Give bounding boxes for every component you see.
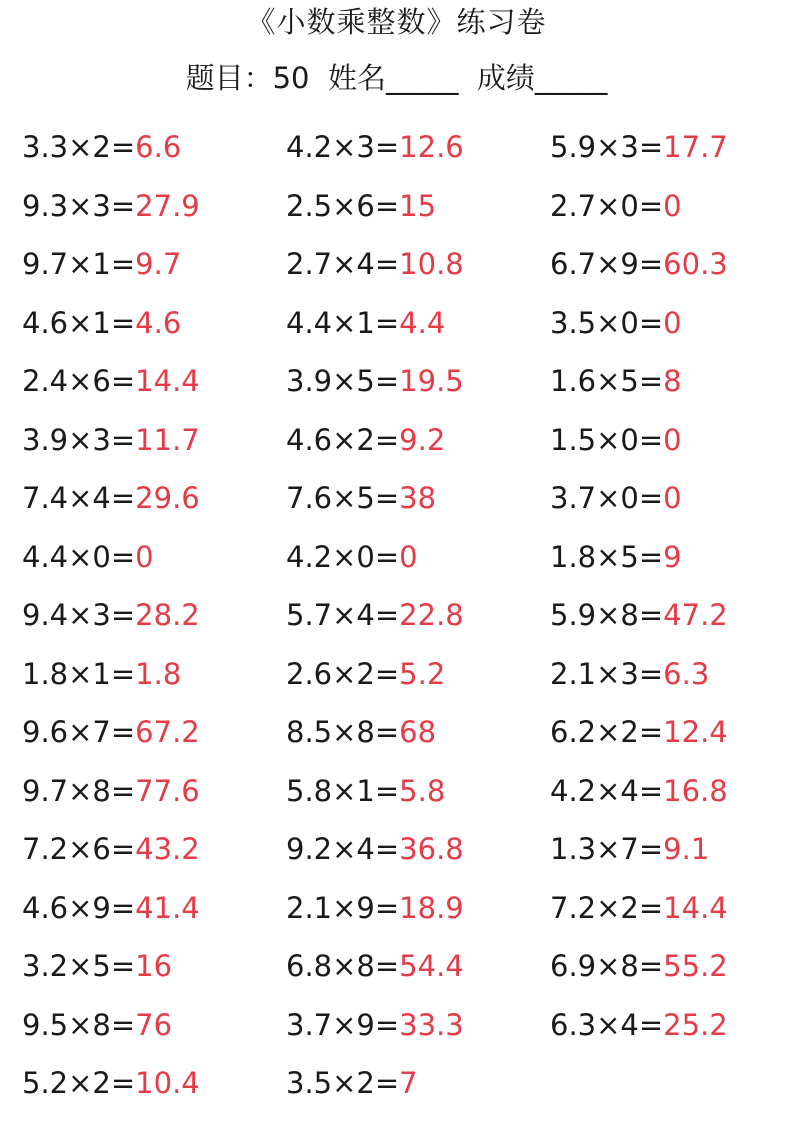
problem-expression: 3.7×0= [550, 481, 664, 515]
problem-answer: 10.8 [399, 247, 464, 281]
problem-expression: 4.6×2= [286, 422, 400, 457]
problem-expression: 6.9×8= [550, 949, 664, 983]
problem-answer: 29.6 [135, 481, 200, 515]
problem-expression: 4.4×0= [22, 539, 136, 574]
problem-expression: 5.9×3= [550, 130, 664, 164]
problem-answer: 4.4 [399, 305, 446, 340]
problem-row [22, 586, 782, 644]
problem-answer: 67.2 [135, 715, 200, 749]
problem-item [22, 820, 200, 878]
problem-item [550, 528, 682, 586]
problem-answer: 28.2 [135, 598, 200, 632]
problem-row [22, 879, 782, 937]
problem-item [286, 937, 464, 995]
problem-item [22, 703, 200, 761]
problem-expression: 9.2×4= [286, 832, 400, 866]
problem-answer: 47.2 [663, 598, 728, 632]
problem-expression: 5.7×4= [286, 598, 400, 632]
problem-item [286, 703, 436, 761]
problem-item [22, 1054, 200, 1112]
problem-answer: 27.9 [135, 188, 200, 223]
problem-expression: 3.5×0= [550, 305, 664, 340]
problem-answer: 16 [135, 949, 173, 983]
problem-item [22, 937, 172, 995]
problem-item [550, 469, 682, 527]
problem-answer: 41.4 [135, 890, 200, 925]
problem-answer: 9.1 [663, 832, 710, 866]
problem-answer: 0 [399, 539, 418, 574]
problem-answer: 6.6 [135, 130, 182, 164]
problem-item [22, 996, 172, 1054]
problem-item [550, 586, 728, 644]
problem-answer: 0 [663, 188, 682, 223]
problem-answer: 12.6 [399, 130, 464, 164]
problem-expression: 9.6×7= [22, 715, 136, 749]
problem-item [22, 762, 200, 820]
problem-expression: 4.6×9= [22, 890, 136, 925]
problem-expression: 9.7×8= [22, 773, 136, 808]
problem-item [22, 586, 200, 644]
problem-expression: 4.2×0= [286, 539, 400, 574]
problem-expression: 5.9×8= [550, 598, 664, 632]
problem-answer: 54.4 [399, 949, 464, 983]
problem-row [22, 762, 782, 820]
problem-item [550, 703, 728, 761]
problem-item [550, 411, 682, 469]
problem-expression: 3.3×2= [22, 130, 136, 164]
problem-answer: 11.7 [135, 422, 200, 457]
problem-item [550, 118, 728, 176]
problem-answer: 0 [663, 422, 682, 457]
problem-row [22, 645, 782, 703]
problem-item [286, 177, 436, 235]
worksheet-info-line: 题目：50 姓名_____ 成绩_____ [185, 61, 608, 95]
problem-item [550, 352, 682, 410]
problem-expression: 1.8×5= [550, 539, 664, 574]
problem-answer: 9.2 [399, 422, 446, 457]
problem-item [22, 411, 200, 469]
problem-answer: 19.5 [399, 364, 464, 398]
problem-item [286, 352, 464, 410]
problem-item [22, 235, 181, 293]
problem-answer: 25.2 [663, 1007, 728, 1042]
problem-item [286, 528, 418, 586]
problem-answer: 6.3 [663, 656, 710, 691]
problem-expression: 2.4×6= [22, 364, 136, 398]
problem-answer: 15 [399, 188, 437, 223]
problem-expression: 7.2×2= [550, 890, 664, 925]
problem-row [22, 352, 782, 410]
problem-item [22, 352, 200, 410]
problem-answer: 10.4 [135, 1066, 200, 1100]
problem-expression: 4.4×1= [286, 305, 400, 340]
problem-row [22, 294, 782, 352]
problem-item [286, 294, 445, 352]
problem-expression: 3.2×5= [22, 949, 136, 983]
problem-answer: 33.3 [399, 1007, 464, 1042]
problem-answer: 5.8 [399, 773, 446, 808]
problem-item [22, 469, 200, 527]
problem-answer: 1.8 [135, 656, 182, 691]
problem-answer: 9.7 [135, 247, 182, 281]
problem-answer: 14.4 [135, 364, 200, 398]
problem-expression: 5.8×1= [286, 773, 400, 808]
problem-expression: 3.9×5= [286, 364, 400, 398]
worksheet-title: 《小数乘整数》练习卷 [246, 5, 547, 39]
problem-answer: 14.4 [663, 890, 728, 925]
problem-answer: 68 [399, 715, 437, 749]
problem-row [22, 118, 782, 176]
problem-item [550, 879, 728, 937]
problem-expression: 8.5×8= [286, 715, 400, 749]
problem-item [286, 118, 464, 176]
problem-row [22, 528, 782, 586]
problem-row [22, 1054, 782, 1112]
problem-expression: 2.6×2= [286, 656, 400, 691]
problem-item [286, 586, 464, 644]
problem-answer: 5.2 [399, 656, 446, 691]
problem-expression: 4.6×1= [22, 305, 136, 340]
problem-expression: 2.7×4= [286, 247, 400, 281]
problem-answer: 8 [663, 364, 682, 398]
problem-expression: 1.8×1= [22, 656, 136, 691]
problem-expression: 7.2×6= [22, 832, 136, 866]
problem-answer: 0 [135, 539, 154, 574]
problem-row [22, 820, 782, 878]
problem-answer: 7 [399, 1066, 418, 1100]
problem-item [286, 820, 464, 878]
problem-expression: 5.2×2= [22, 1066, 136, 1100]
problem-expression: 9.3×3= [22, 188, 136, 223]
problem-answer: 60.3 [663, 247, 728, 281]
problem-item [550, 294, 682, 352]
problem-item [286, 411, 445, 469]
problem-expression: 9.7×1= [22, 247, 136, 281]
problem-item [550, 235, 728, 293]
problem-item [550, 937, 728, 995]
problem-item [22, 294, 181, 352]
problem-answer: 43.2 [135, 832, 200, 866]
problem-answer: 38 [399, 481, 437, 515]
problem-row [22, 411, 782, 469]
problem-expression: 7.6×5= [286, 481, 400, 515]
problem-answer: 36.8 [399, 832, 464, 866]
problem-expression: 4.2×3= [286, 130, 400, 164]
problem-item [550, 645, 709, 703]
problem-row [22, 177, 782, 235]
problem-expression: 2.5×6= [286, 188, 400, 223]
problem-answer: 55.2 [663, 949, 728, 983]
problem-expression: 1.6×5= [550, 364, 664, 398]
problem-item [22, 177, 200, 235]
problem-item [22, 645, 181, 703]
problem-item [286, 645, 445, 703]
problem-answer: 16.8 [663, 773, 728, 808]
problem-expression: 2.1×3= [550, 656, 664, 691]
problem-expression: 6.7×9= [550, 247, 664, 281]
problem-answer: 9 [663, 539, 682, 574]
problem-expression: 6.3×4= [550, 1007, 664, 1042]
problem-answer: 18.9 [399, 890, 464, 925]
problem-item [286, 762, 445, 820]
problem-answer: 76 [135, 1007, 173, 1042]
problem-item [286, 996, 464, 1054]
problem-item [550, 762, 728, 820]
problem-item [550, 996, 728, 1054]
problem-item [550, 177, 682, 235]
problem-expression: 4.2×4= [550, 773, 664, 808]
problem-answer: 4.6 [135, 305, 182, 340]
problem-item [22, 528, 154, 586]
problem-expression: 6.2×2= [550, 715, 664, 749]
problem-expression: 2.7×0= [550, 188, 664, 223]
problem-expression: 2.1×9= [286, 890, 400, 925]
problem-row [22, 703, 782, 761]
problem-answer: 17.7 [663, 130, 728, 164]
problem-item [550, 820, 709, 878]
problem-answer: 0 [663, 305, 682, 340]
problem-row [22, 996, 782, 1054]
problem-expression: 3.7×9= [286, 1007, 400, 1042]
problem-expression: 6.8×8= [286, 949, 400, 983]
problem-expression: 7.4×4= [22, 481, 136, 515]
problem-item [286, 469, 436, 527]
problem-answer: 22.8 [399, 598, 464, 632]
problem-expression: 1.5×0= [550, 422, 664, 457]
problem-answer: 77.6 [135, 773, 200, 808]
problem-answer: 0 [663, 481, 682, 515]
problem-item [22, 118, 181, 176]
problem-row [22, 937, 782, 995]
problem-row [22, 469, 782, 527]
problem-expression: 3.9×3= [22, 422, 136, 457]
problem-item [286, 879, 464, 937]
problem-item [286, 235, 464, 293]
problem-expression: 1.3×7= [550, 832, 664, 866]
problem-answer: 12.4 [663, 715, 728, 749]
problem-item [22, 879, 200, 937]
problem-row [22, 235, 782, 293]
problem-expression: 9.5×8= [22, 1007, 136, 1042]
problem-expression: 9.4×3= [22, 598, 136, 632]
problem-item [286, 1054, 418, 1112]
problem-expression: 3.5×2= [286, 1066, 400, 1100]
